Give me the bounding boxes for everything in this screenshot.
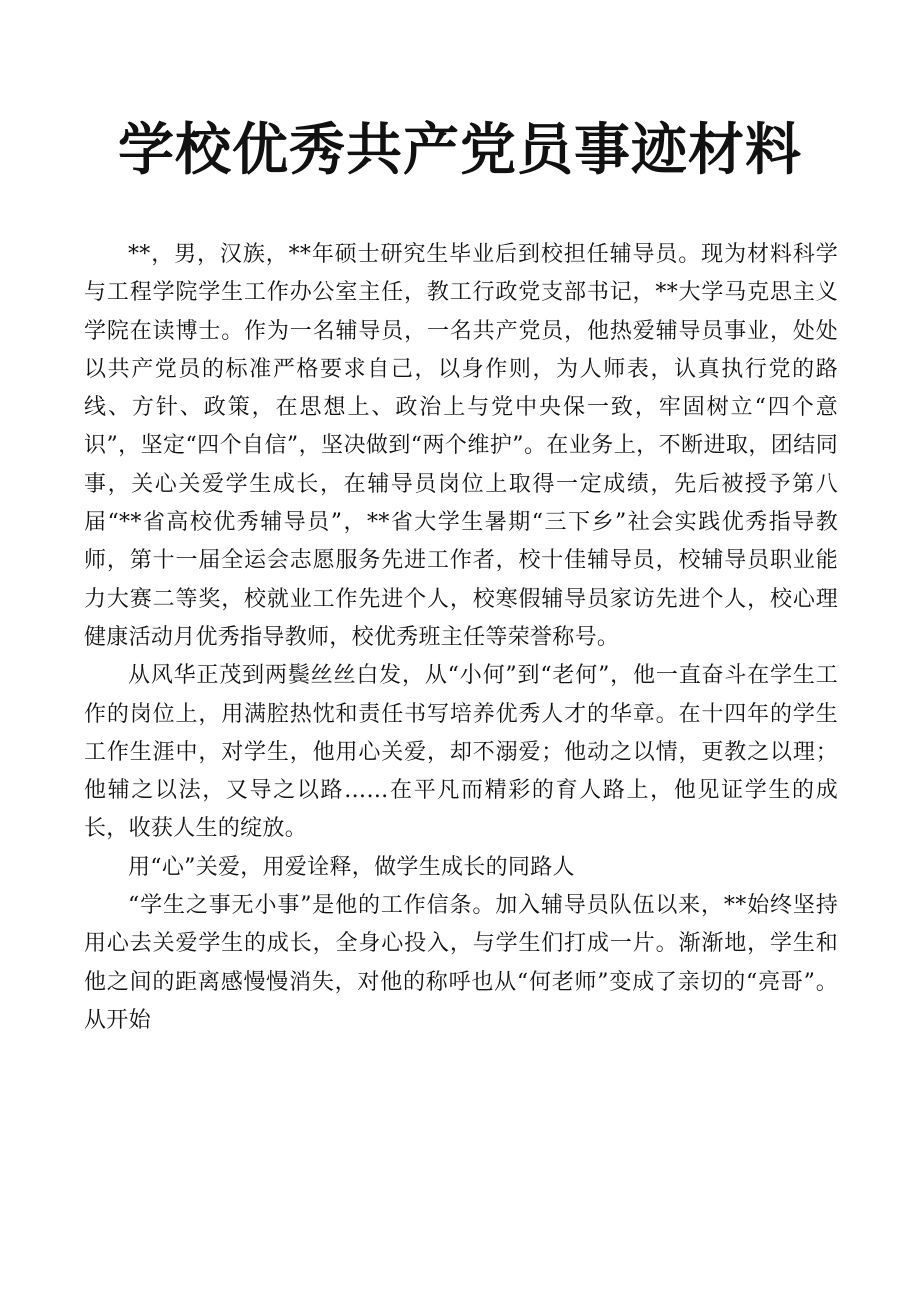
document-title: 学校优秀共产党员事迹材料 bbox=[118, 117, 802, 183]
section-heading: 用“心”关爱，用爱诠释，做学生成长的同路人 bbox=[128, 854, 575, 880]
paragraph-career: 从风华正茂到两鬓丝丝白发，从“小何”到“老何”，他一直奋斗在学生工作的岗位上，用满腔热忱和责任书写培养优秀人才的华章。在十四年的学生工作生涯中，对学生，他用心关爱，却不溺爱；他动之以情，更教之以理；他辅之以法，又导之以路……在平凡而精彩的育人路上，他见证学生的成长，收获人生的绽放。 bbox=[84, 663, 838, 842]
document-body bbox=[84, 236, 838, 1040]
paragraph-profile: **，男，汉族，**年硕士研究生毕业后到校担任辅导员。现为材料科学与工程学院学生工作办公室主任，教工行政党支部书记，**大学马克思主义学院在读博士。作为一名辅导员，一名共产党员，他热爱辅导员事业，处处以共产党员的标准严格要求自己，以身作则，为人师表，认真执行党的路线、方针、政策，在思想上、政治上与党中央保一致，牢固树立“四个意识”，坚定“四个自信”，坚决做到“两个维护”。在业务上，不断进取，团结同事，关心关爱学生成长，在辅导员岗位上取得一定成绩，先后被授予第八届“**省高校优秀辅导员”，**省大学生暑期“三下乡”社会实践优秀指导教师，第十一届全运会志愿服务先进工作者，校十佳辅导员，校辅导员职业能力大赛二等奖，校就业工作先进个人，校寒假辅导员家访先进个人，校心理健康活动月优秀指导教师，校优秀班主任等荣誉称号。 bbox=[84, 242, 838, 650]
paragraph-care: “学生之事无小事”是他的工作信条。加入辅导员队伍以来，**始终坚持用心去关爱学生的成长，全身心投入，与学生们打成一片。渐渐地，学生和他之间的距离感慢慢消失，对他的称呼也从“何老师”变成了亲切的“亮哥”。从开始 bbox=[84, 893, 838, 1033]
